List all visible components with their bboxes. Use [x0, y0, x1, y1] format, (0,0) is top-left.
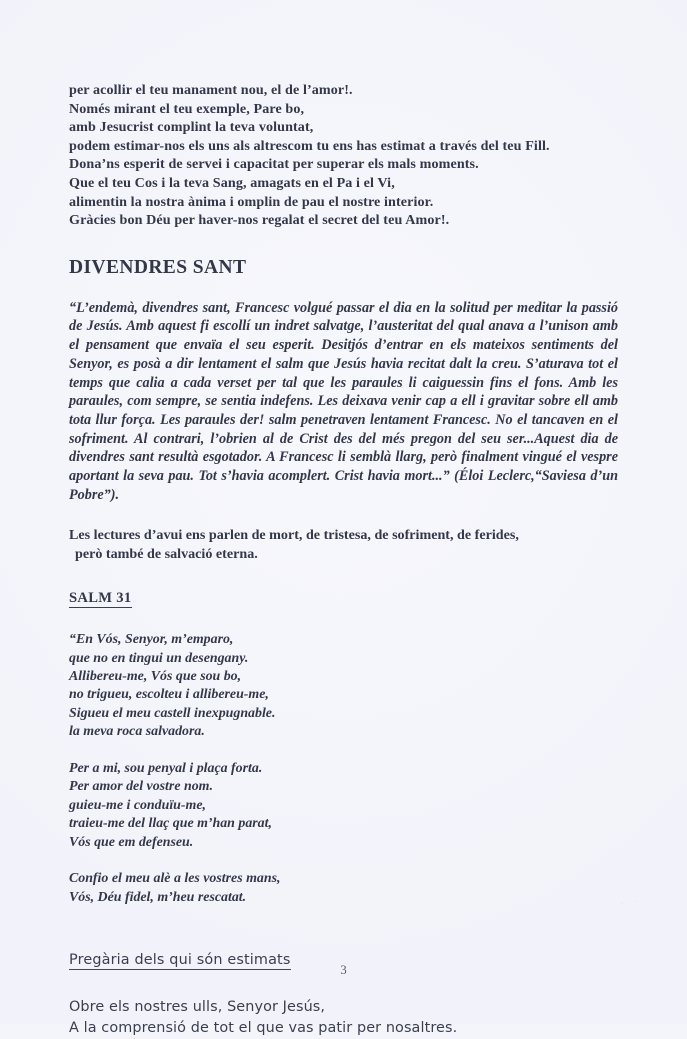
final-prayer-line: Obre els nostres ulls, Senyor Jesús,	[69, 999, 326, 1016]
prayer-intro-line: alimentin la nostra ànima i omplin de pau el nostre interior.	[69, 193, 434, 210]
prayer-intro-line: Només mirant el teu exemple, Pare bo,	[69, 100, 305, 117]
psalm-stanza	[69, 760, 618, 852]
page-number: 3	[340, 962, 347, 977]
prayer-intro-line: per acollir el teu manament nou, el de l’amor!.	[69, 82, 353, 98]
psalm-label-wrapper	[69, 564, 618, 609]
readings-intro-line: però també de salvació eterna.	[75, 546, 258, 563]
psalm-line: que no en tingui un desengany.	[69, 650, 249, 666]
prayer-intro-line: Que el teu Cos i la teva Sang, amagats en el Pa i el Vi,	[69, 174, 395, 191]
final-prayer-body	[69, 997, 618, 1039]
psalm-line: Sigueu el meu castell inexpugnable.	[69, 705, 276, 721]
psalm-label: SALM 31	[69, 590, 132, 609]
psalm-line: Vós, Déu fidel, m’heu rescatat.	[69, 889, 247, 905]
readings-intro-block	[69, 526, 618, 563]
psalm-line: no trigueu, escolteu i allibereu-me,	[69, 687, 269, 703]
psalm-line: Allibereu-me, Vós que sou bo,	[69, 668, 242, 684]
quotation-paragraph: “L’endemà, divendres sant, Francesc volgué passar el dia en la solitud per meditar la passió de Jesús. Amb aquest fi escollí un indret salvatge, l’austeritat del qual anava a l’unison amb el pensament que envaïa el seu esperit. Desitjós d’entrar en els mateixos sentiments del Senyor, es posà a dir lentament el salm que Jesús havia recitat dalt la creu. S’aturava tot el temps que calia a cada verset per tal que les paraules li caiguessin fins el fons. Amb les paraules, com sempre, se sentia indefens. Les deixava venir cap a ell i gravitar sobre ell amb tota llur força. Les paraules der! salm penetraven lentament Francesc. No el tancaven en el sofriment. Al contrari, l’obrien al de Crist des del més pregon del seu ser...Aquest dia de divendres sant resultà esgotador. A Francesc li semblà llarg, però finalment vingué el vespre aportant la seva pau. Tot s’havia acomplert. Crist havia mort...” (Éloi Leclerc,“Saviesa d’un Pobre”).	[69, 299, 618, 503]
prayer-intro-line: Gràcies bon Déu per haver-nos regalat el secret del teu Amor!.	[69, 212, 450, 229]
final-prayer-heading: Pregària dels qui són estimats	[69, 952, 291, 969]
psalm-stanza	[69, 870, 618, 907]
psalm-line: Confio el meu alè a les vostres mans,	[69, 871, 281, 887]
prayer-intro-block	[69, 81, 618, 230]
psalm-line: la meva roca salvadora.	[69, 724, 205, 740]
psalm-line: guieu-me i conduïu-me,	[69, 797, 206, 813]
psalm-line: Per amor del vostre nom.	[69, 779, 213, 795]
psalm-verses-block	[69, 631, 618, 907]
psalm-stanza	[69, 631, 618, 741]
readings-intro-line: Les lectures d’avui ens parlen de mort, de tristesa, de sofriment, de ferides,	[69, 527, 519, 544]
psalm-line: Per a mi, sou penyal i plaça forta.	[69, 761, 263, 776]
prayer-intro-line: amb Jesucrist complint la teva voluntat,	[69, 119, 314, 136]
psalm-line: Vós que em defenseu.	[69, 834, 194, 850]
page-content	[69, 81, 618, 1039]
psalm-line: “En Vós, Senyor, m’emparo,	[69, 632, 234, 648]
final-prayer-line: A la comprensió de tot el que vas patir per nosaltres.	[69, 1020, 458, 1037]
section-heading: DIVENDRES SANT	[69, 256, 247, 278]
final-prayer-heading-wrapper	[69, 907, 618, 970]
prayer-intro-line: Dona’ns esperit de servei i capacitat per superar els mals moments.	[69, 156, 479, 173]
psalm-line: traieu-me del llaç que m’han parat,	[69, 816, 272, 832]
prayer-intro-line: podem estimar-nos els uns als altrescom tu ens has estimat a través del teu Fill.	[69, 137, 550, 154]
